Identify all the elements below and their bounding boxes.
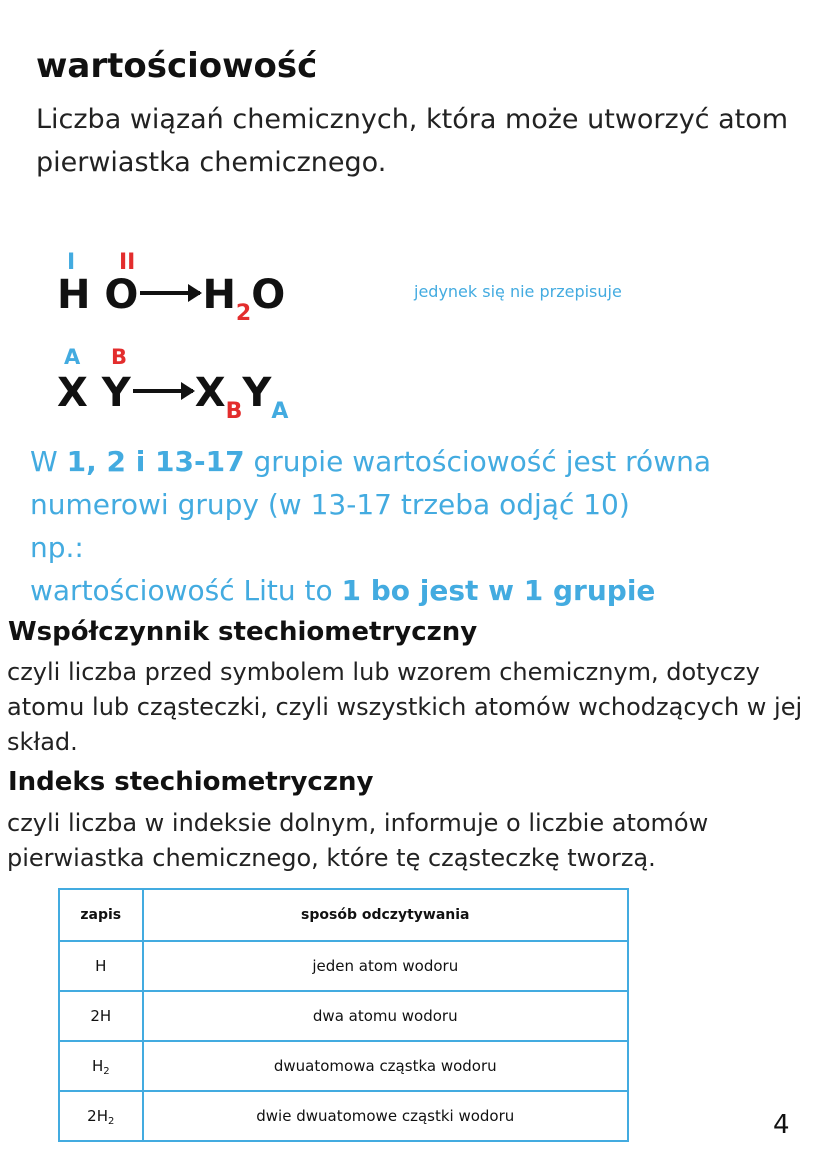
product-x: X xyxy=(194,370,226,416)
zapis-subscript: 2 xyxy=(103,1066,110,1077)
table-row xyxy=(59,1041,628,1091)
notation-table xyxy=(58,888,629,1142)
formula-xy xyxy=(57,370,289,424)
note-text: jedynek się nie przepisuje xyxy=(414,282,622,301)
product-subscript-a: A xyxy=(271,399,289,424)
rule-line-3: np.: xyxy=(30,531,84,564)
element-y: Y xyxy=(101,370,131,416)
table-header: sposób odczytywania xyxy=(143,889,628,941)
index-heading: Indeks stechiometryczny xyxy=(8,767,374,797)
table-cell-zapis xyxy=(59,941,143,991)
table-row xyxy=(59,991,628,1041)
formula-h2o xyxy=(57,272,286,326)
table-header: zapis xyxy=(59,889,143,941)
zapis-text: 2H xyxy=(87,1107,108,1125)
zapis-text: 2H xyxy=(90,1007,112,1025)
page-title: wartościowość xyxy=(36,46,318,86)
product-subscript-2: 2 xyxy=(235,301,252,326)
product-o: O xyxy=(251,272,286,318)
definition-text: Liczba wiązań chemicznych, która może utworzyć atom pierwiastka chemicznego. xyxy=(36,104,789,178)
index-text: czyli liczba w indeksie dolnym, informuje o liczbie atomów pierwiastka chemicznego, które tę cząsteczkę tworzą. xyxy=(7,809,709,872)
arrow-icon xyxy=(133,389,193,393)
rule-text: grupie wartościowość jest równa xyxy=(244,445,711,478)
rule-example-bold: 1 bo jest w 1 grupie xyxy=(341,574,656,607)
coef-text: czyli liczba przed symbolem lub wzorem chemicznym, dotyczy atomu lub cząsteczki, czyli wszystkich atomów wchodzących w jej skład. xyxy=(7,658,803,756)
product-h: H xyxy=(202,272,236,318)
zapis-text: H xyxy=(95,957,107,975)
element-h: H xyxy=(57,272,91,318)
element-x: X xyxy=(57,370,88,416)
arrow-icon xyxy=(140,291,200,295)
rule-groups: 1, 2 i 13-17 xyxy=(66,445,245,478)
valence-rule xyxy=(30,440,820,612)
table-row xyxy=(59,1091,628,1141)
valence-h-label: I xyxy=(67,250,76,275)
valence-a-label: A xyxy=(64,345,81,369)
table-cell-zapis xyxy=(59,1041,143,1091)
valence-o-label: II xyxy=(119,250,136,275)
table-cell-zapis xyxy=(59,991,143,1041)
rule-line-2: numerowi grupy (w 13-17 trzeba odjąć 10) xyxy=(30,488,630,521)
table-cell-reading: jeden atom wodoru xyxy=(143,941,628,991)
table-header-row xyxy=(59,889,628,941)
coef-heading: Współczynnik stechiometryczny xyxy=(8,617,478,647)
product-subscript-b: B xyxy=(225,399,243,424)
table-cell-reading: dwa atomu wodoru xyxy=(143,991,628,1041)
zapis-text: H xyxy=(91,1057,104,1075)
table-cell-reading: dwie dwuatomowe cząstki wodoru xyxy=(143,1091,628,1141)
rule-text: W xyxy=(30,445,67,478)
element-o: O xyxy=(104,272,139,318)
valence-b-label: B xyxy=(111,345,128,369)
zapis-subscript: 2 xyxy=(108,1116,115,1127)
page-number: 4 xyxy=(773,1110,790,1140)
table-cell-zapis xyxy=(59,1091,143,1141)
rule-example: wartościowość Litu to xyxy=(30,574,342,607)
table-row xyxy=(59,941,628,991)
table-cell-reading: dwuatomowa cząstka wodoru xyxy=(143,1041,628,1091)
product-y: Y xyxy=(242,370,272,416)
